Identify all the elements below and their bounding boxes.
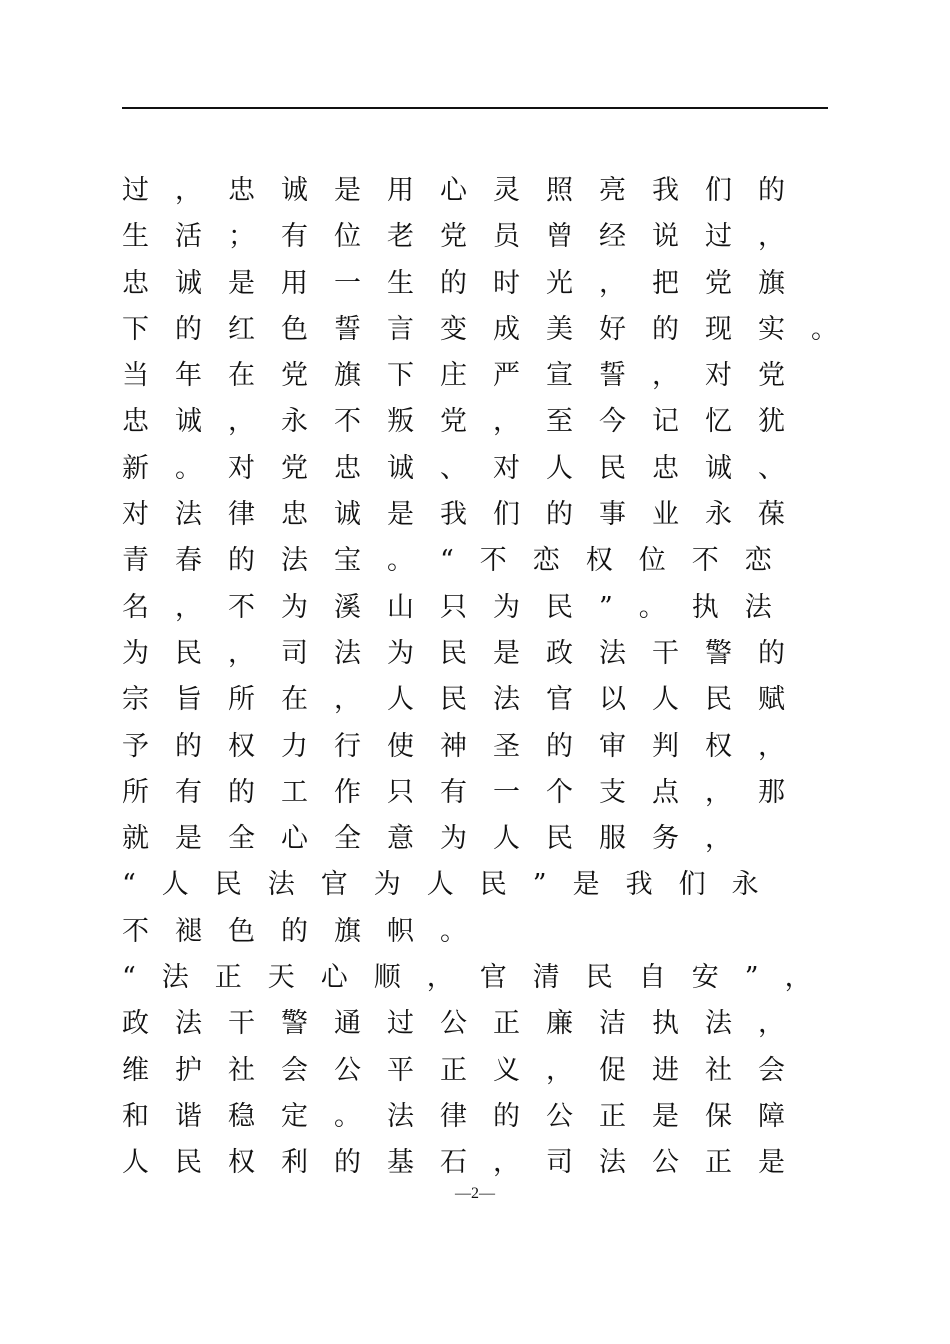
text-line: “人民法官为人民”是我们永 (122, 869, 785, 901)
text-line: 下的红色誓言变成美好的现实。 (122, 313, 864, 345)
text-line: 忠诚是用一生的时光，把党旗 (122, 267, 811, 299)
text-line: 人民权利的基石，司法公正是 (122, 1147, 811, 1179)
text-line: 所有的工作只有一个支点，那 (122, 776, 811, 808)
text-line: 就是全心全意为人民服务， (122, 823, 758, 855)
text-line: 名，不为溪山只为民”。执法 (122, 591, 798, 623)
text-line: 生活；有位老党员曾经说过， (122, 221, 811, 253)
text-line: 政法干警通过公正廉洁执法， (122, 1008, 811, 1040)
header-rule (122, 107, 828, 109)
text-line: 青春的法宝。“不恋权位不恋 (122, 545, 798, 577)
text-line: 不褪色的旗帜。 (122, 915, 493, 947)
text-line: 对法律忠诚是我们的事业永葆 (122, 499, 811, 531)
text-line: 和谐稳定。法律的公正是保障 (122, 1100, 811, 1132)
text-line: 宗旨所在，人民法官以人民赋 (122, 684, 811, 716)
text-line: 予的权力行使神圣的审判权， (122, 730, 811, 762)
text-line: 过，忠诚是用心灵照亮我们的 (122, 175, 811, 206)
text-line: 当年在党旗下庄严宣誓，对党 (122, 360, 811, 392)
text-line: “法正天心顺，官清民自安”， (122, 962, 838, 994)
text-line: 维护社会公平正义，促进社会 (122, 1054, 811, 1086)
text-line: 为民，司法为民是政法干警的 (122, 637, 811, 669)
text-line: 忠诚，永不叛党，至今记忆犹 (122, 406, 811, 438)
text-line: 新。对党忠诚、对人民忠诚、 (122, 452, 811, 484)
page-number: —2— (455, 1185, 495, 1202)
body-text (122, 168, 864, 1187)
